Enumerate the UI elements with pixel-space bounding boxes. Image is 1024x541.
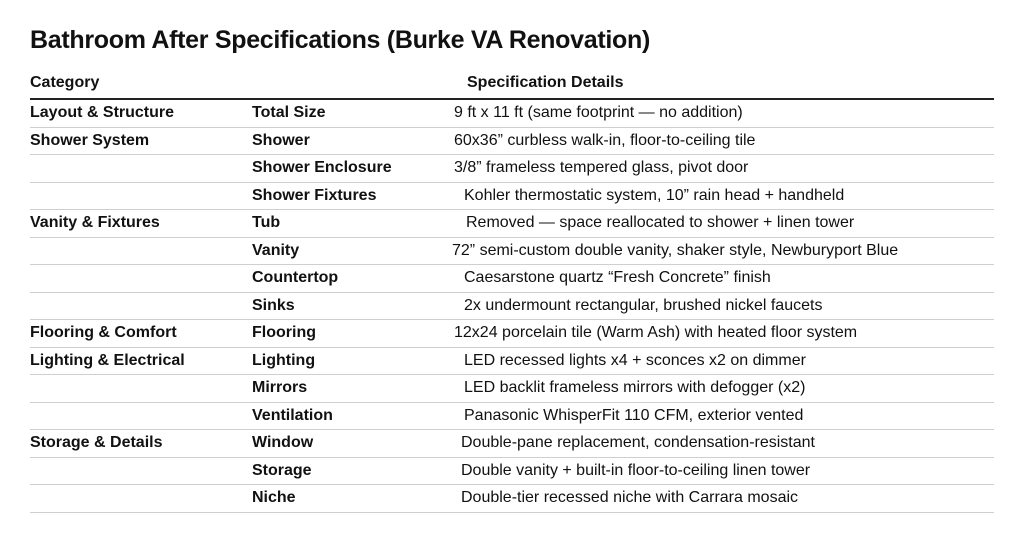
row-item: Ventilation <box>252 406 333 424</box>
row-item: Vanity <box>252 241 300 259</box>
table-row <box>30 155 994 183</box>
document-title: Bathroom After Specifications (Burke VA Renovation) <box>30 26 650 54</box>
row-spec: 3/8” frameless tempered glass, pivot door <box>454 159 749 176</box>
table-row <box>30 430 994 458</box>
row-spec: Removed — space reallocated to shower + linen tower <box>466 214 855 231</box>
row-category: Vanity & Fixtures <box>30 214 160 231</box>
row-spec: 72” semi-custom double vanity, shaker style, Newburyport Blue <box>452 241 899 259</box>
table-row <box>30 403 994 431</box>
spec-table <box>30 70 994 513</box>
row-spec: 12x24 porcelain tile (Warm Ash) with heated floor system <box>454 324 858 341</box>
row-spec: Double-tier recessed niche with Carrara mosaic <box>461 489 799 506</box>
table-row <box>30 238 994 266</box>
row-category: Lighting & Electrical <box>30 351 185 369</box>
table-row <box>30 100 994 128</box>
row-spec: LED recessed lights x4 + sconces x2 on dimmer <box>464 351 806 369</box>
row-spec: 60x36” curbless walk-in, floor-to-ceiling tile <box>454 131 756 149</box>
row-spec: Double vanity + built-in floor-to-ceiling linen tower <box>461 461 811 479</box>
row-item: Shower <box>252 131 310 149</box>
table-header <box>30 70 994 100</box>
row-spec: Caesarstone quartz “Fresh Concrete” finish <box>464 269 771 286</box>
table-row <box>30 348 994 376</box>
row-spec: Double-pane replacement, condensation-resistant <box>461 434 815 451</box>
row-item: Lighting <box>252 351 316 369</box>
row-item: Tub <box>252 214 281 231</box>
table-row <box>30 458 994 486</box>
row-item: Storage <box>252 461 312 479</box>
row-category: Layout & Structure <box>30 104 175 121</box>
row-spec: 2x undermount rectangular, brushed nickel faucets <box>464 296 823 314</box>
row-category: Shower System <box>30 131 150 149</box>
row-item: Shower Enclosure <box>252 159 392 176</box>
row-spec: Panasonic WhisperFit 110 CFM, exterior vented <box>464 406 804 424</box>
table-row <box>30 265 994 293</box>
table-row <box>30 210 994 238</box>
row-category: Flooring & Comfort <box>30 324 177 341</box>
row-item: Countertop <box>252 269 339 286</box>
table-row <box>30 183 994 211</box>
row-spec: 9 ft x 11 ft (same footprint — no addition) <box>454 104 743 121</box>
row-spec: Kohler thermostatic system, 10” rain head + handheld <box>464 186 845 204</box>
table-row <box>30 320 994 348</box>
row-item: Flooring <box>252 324 316 341</box>
table-row <box>30 293 994 321</box>
table-row <box>30 375 994 403</box>
row-item: Shower Fixtures <box>252 186 377 204</box>
header-details: Specification Details <box>467 74 624 91</box>
row-item: Mirrors <box>252 379 308 396</box>
header-category: Category <box>30 74 100 91</box>
row-item: Niche <box>252 489 296 506</box>
row-item: Window <box>252 434 314 451</box>
row-spec: LED backlit frameless mirrors with defogger (x2) <box>464 379 806 396</box>
row-category: Storage & Details <box>30 434 163 451</box>
table-row <box>30 485 994 513</box>
table-row <box>30 128 994 156</box>
row-item: Total Size <box>252 104 326 121</box>
row-item: Sinks <box>252 296 295 314</box>
